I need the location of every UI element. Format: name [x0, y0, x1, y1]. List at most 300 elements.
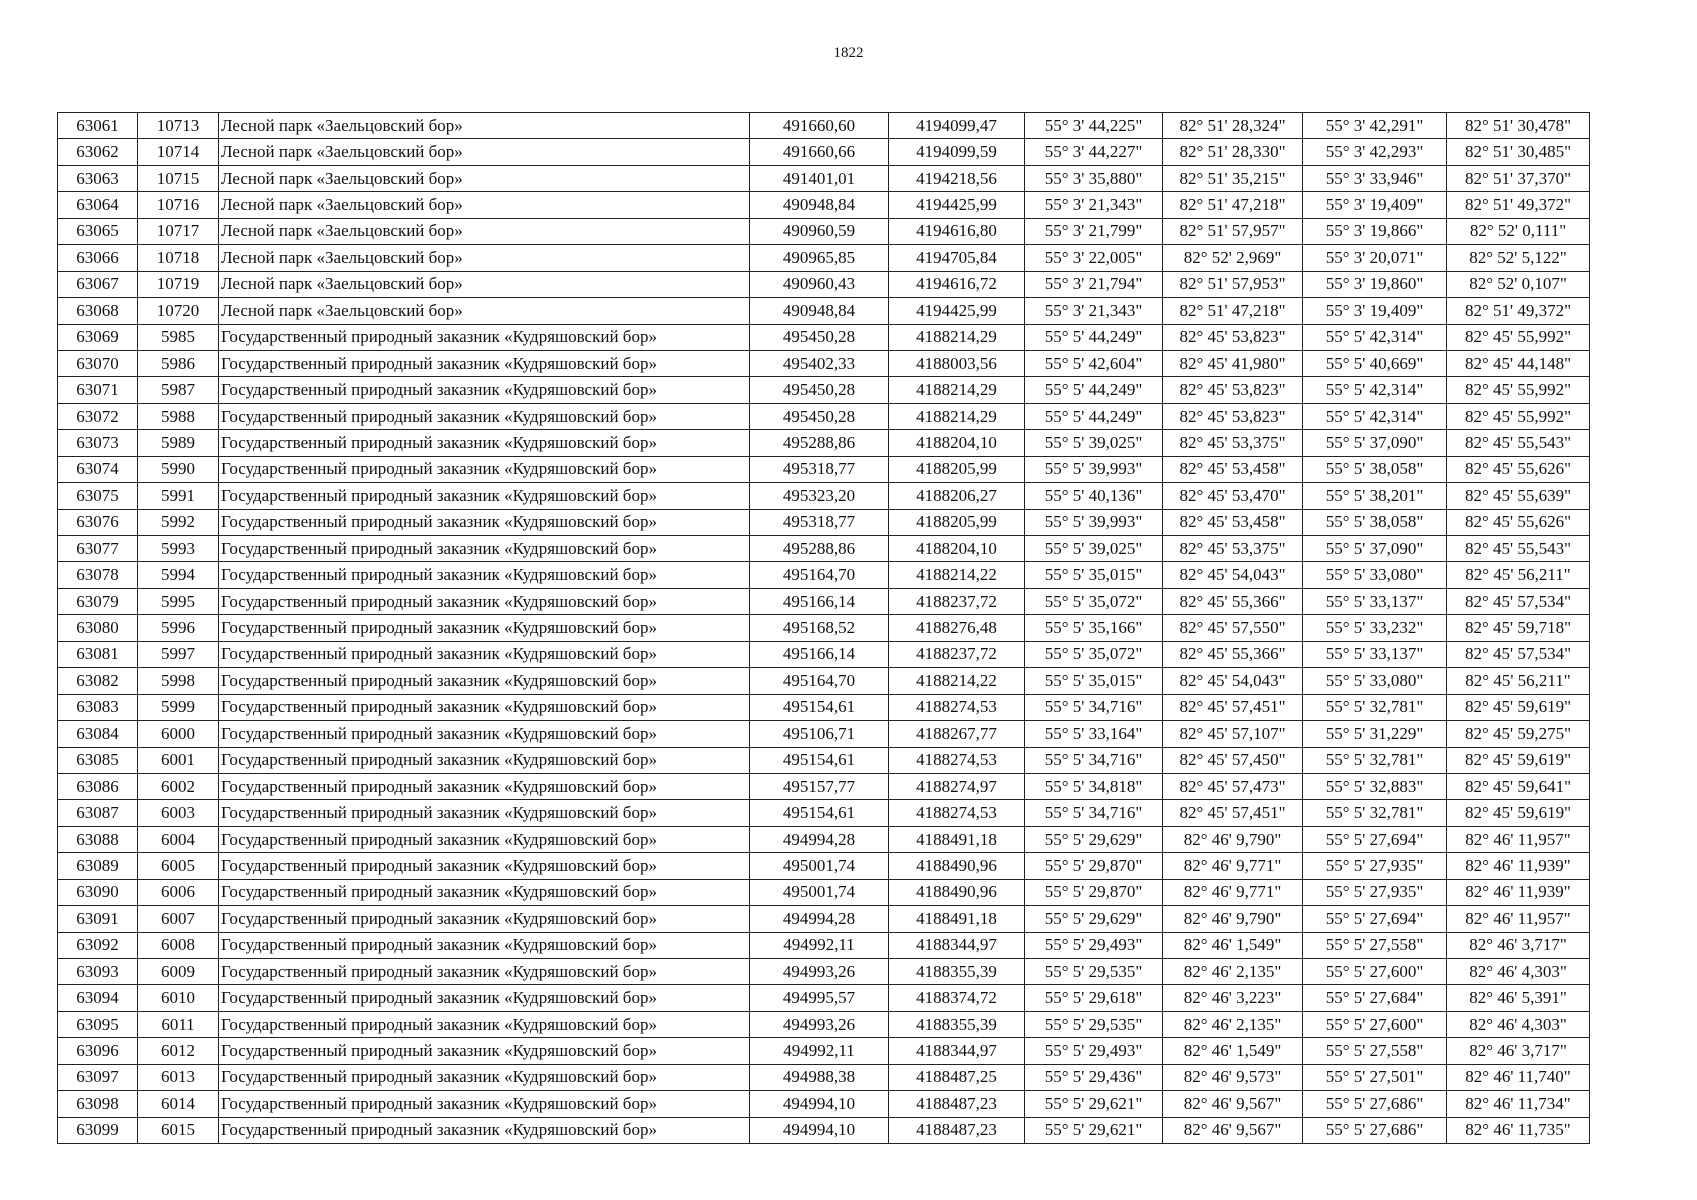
latitude-1-cell: 55° 5' 35,015": [1025, 668, 1163, 694]
object-name-cell: Государственный природный заказник «Кудряшовский бор»: [219, 377, 750, 403]
longitude-2-cell: 82° 45' 57,534": [1447, 641, 1590, 667]
latitude-1-cell: 55° 5' 44,249": [1025, 377, 1163, 403]
point-id-cell: 6003: [138, 800, 219, 826]
latitude-2-cell: 55° 5' 38,058": [1303, 509, 1447, 535]
object-name-cell: Государственный природный заказник «Кудряшовский бор»: [219, 985, 750, 1011]
longitude-1-cell: 82° 46' 9,771": [1163, 853, 1303, 879]
table-row: [58, 588, 1590, 614]
longitude-1-cell: 82° 46' 9,790": [1163, 906, 1303, 932]
longitude-2-cell: 82° 46' 11,735": [1447, 1117, 1590, 1143]
object-name-cell: Государственный природный заказник «Кудряшовский бор»: [219, 853, 750, 879]
longitude-1-cell: 82° 45' 57,451": [1163, 694, 1303, 720]
row-number-cell: 63089: [58, 853, 138, 879]
coord-y-cell: 4194099,59: [889, 139, 1025, 165]
point-id-cell: 10715: [138, 165, 219, 191]
object-name-cell: Государственный природный заказник «Кудряшовский бор»: [219, 800, 750, 826]
point-id-cell: 5994: [138, 562, 219, 588]
latitude-1-cell: 55° 5' 34,716": [1025, 747, 1163, 773]
coord-y-cell: 4188274,53: [889, 800, 1025, 826]
latitude-1-cell: 55° 5' 34,716": [1025, 800, 1163, 826]
longitude-1-cell: 82° 51' 35,215": [1163, 165, 1303, 191]
latitude-1-cell: 55° 5' 42,604": [1025, 350, 1163, 376]
row-number-cell: 63083: [58, 694, 138, 720]
longitude-2-cell: 82° 46' 4,303": [1447, 1011, 1590, 1037]
object-name-cell: Государственный природный заказник «Кудряшовский бор»: [219, 536, 750, 562]
latitude-2-cell: 55° 3' 42,293": [1303, 139, 1447, 165]
longitude-1-cell: 82° 45' 53,823": [1163, 403, 1303, 429]
table-row: [58, 800, 1590, 826]
coord-x-cell: 495288,86: [750, 536, 889, 562]
point-id-cell: 6011: [138, 1011, 219, 1037]
latitude-2-cell: 55° 5' 38,201": [1303, 483, 1447, 509]
row-number-cell: 63098: [58, 1091, 138, 1117]
longitude-2-cell: 82° 51' 30,478": [1447, 113, 1590, 139]
table-row: [58, 113, 1590, 139]
row-number-cell: 63062: [58, 139, 138, 165]
table-row: [58, 350, 1590, 376]
row-number-cell: 63077: [58, 536, 138, 562]
latitude-1-cell: 55° 5' 29,535": [1025, 1011, 1163, 1037]
latitude-1-cell: 55° 5' 29,436": [1025, 1064, 1163, 1090]
latitude-2-cell: 55° 5' 27,694": [1303, 906, 1447, 932]
latitude-1-cell: 55° 5' 35,072": [1025, 641, 1163, 667]
coord-y-cell: 4188487,25: [889, 1064, 1025, 1090]
object-name-cell: Государственный природный заказник «Кудряшовский бор»: [219, 615, 750, 641]
latitude-1-cell: 55° 3' 44,227": [1025, 139, 1163, 165]
latitude-2-cell: 55° 5' 32,781": [1303, 694, 1447, 720]
latitude-2-cell: 55° 5' 42,314": [1303, 324, 1447, 350]
coord-x-cell: 490948,84: [750, 192, 889, 218]
table-row: [58, 906, 1590, 932]
coord-x-cell: 495318,77: [750, 456, 889, 482]
object-name-cell: Государственный природный заказник «Кудряшовский бор»: [219, 668, 750, 694]
table-row: [58, 826, 1590, 852]
coord-x-cell: 495402,33: [750, 350, 889, 376]
longitude-1-cell: 82° 45' 57,450": [1163, 747, 1303, 773]
coord-x-cell: 495154,61: [750, 747, 889, 773]
point-id-cell: 5988: [138, 403, 219, 429]
coord-x-cell: 490965,85: [750, 245, 889, 271]
latitude-2-cell: 55° 5' 33,137": [1303, 641, 1447, 667]
table-row: [58, 668, 1590, 694]
latitude-1-cell: 55° 5' 40,136": [1025, 483, 1163, 509]
longitude-2-cell: 82° 52' 0,111": [1447, 218, 1590, 244]
coord-y-cell: 4188490,96: [889, 879, 1025, 905]
coord-x-cell: 490960,59: [750, 218, 889, 244]
point-id-cell: 10714: [138, 139, 219, 165]
latitude-1-cell: 55° 5' 35,166": [1025, 615, 1163, 641]
object-name-cell: Государственный природный заказник «Кудряшовский бор»: [219, 721, 750, 747]
latitude-1-cell: 55° 5' 34,716": [1025, 694, 1163, 720]
object-name-cell: Лесной парк «Заельцовский бор»: [219, 165, 750, 191]
latitude-1-cell: 55° 3' 21,799": [1025, 218, 1163, 244]
longitude-2-cell: 82° 51' 30,485": [1447, 139, 1590, 165]
coord-y-cell: 4188274,97: [889, 773, 1025, 799]
longitude-1-cell: 82° 45' 57,473": [1163, 773, 1303, 799]
coord-x-cell: 495318,77: [750, 509, 889, 535]
object-name-cell: Государственный природный заказник «Кудряшовский бор»: [219, 1011, 750, 1037]
point-id-cell: 10719: [138, 271, 219, 297]
table-row: [58, 377, 1590, 403]
longitude-2-cell: 82° 45' 44,148": [1447, 350, 1590, 376]
coord-y-cell: 4188274,53: [889, 747, 1025, 773]
object-name-cell: Государственный природный заказник «Кудряшовский бор»: [219, 588, 750, 614]
row-number-cell: 63068: [58, 298, 138, 324]
row-number-cell: 63069: [58, 324, 138, 350]
longitude-2-cell: 82° 45' 55,626": [1447, 456, 1590, 482]
longitude-1-cell: 82° 45' 57,550": [1163, 615, 1303, 641]
coord-x-cell: 495450,28: [750, 377, 889, 403]
longitude-1-cell: 82° 45' 53,375": [1163, 536, 1303, 562]
row-number-cell: 63063: [58, 165, 138, 191]
coord-y-cell: 4194705,84: [889, 245, 1025, 271]
latitude-2-cell: 55° 5' 27,935": [1303, 879, 1447, 905]
latitude-2-cell: 55° 3' 19,409": [1303, 298, 1447, 324]
table-row: [58, 615, 1590, 641]
latitude-1-cell: 55° 3' 44,225": [1025, 113, 1163, 139]
point-id-cell: 5989: [138, 430, 219, 456]
longitude-2-cell: 82° 51' 49,372": [1447, 298, 1590, 324]
latitude-2-cell: 55° 5' 33,080": [1303, 668, 1447, 694]
longitude-2-cell: 82° 46' 3,717": [1447, 932, 1590, 958]
latitude-1-cell: 55° 5' 39,025": [1025, 536, 1163, 562]
coord-x-cell: 495001,74: [750, 879, 889, 905]
coord-y-cell: 4188204,10: [889, 430, 1025, 456]
latitude-2-cell: 55° 5' 27,686": [1303, 1091, 1447, 1117]
coord-x-cell: 494994,28: [750, 826, 889, 852]
latitude-2-cell: 55° 5' 31,229": [1303, 721, 1447, 747]
coord-y-cell: 4188491,18: [889, 906, 1025, 932]
coord-x-cell: 494994,10: [750, 1117, 889, 1143]
coordinates-table: [57, 112, 1590, 1144]
object-name-cell: Государственный природный заказник «Кудряшовский бор»: [219, 562, 750, 588]
table-row: [58, 879, 1590, 905]
latitude-1-cell: 55° 5' 29,870": [1025, 853, 1163, 879]
row-number-cell: 63097: [58, 1064, 138, 1090]
coord-y-cell: 4194616,80: [889, 218, 1025, 244]
latitude-1-cell: 55° 5' 29,621": [1025, 1117, 1163, 1143]
latitude-1-cell: 55° 5' 39,025": [1025, 430, 1163, 456]
row-number-cell: 63092: [58, 932, 138, 958]
longitude-1-cell: 82° 46' 2,135": [1163, 959, 1303, 985]
longitude-1-cell: 82° 45' 54,043": [1163, 562, 1303, 588]
coord-y-cell: 4194616,72: [889, 271, 1025, 297]
coord-y-cell: 4188204,10: [889, 536, 1025, 562]
latitude-2-cell: 55° 5' 27,600": [1303, 959, 1447, 985]
object-name-cell: Лесной парк «Заельцовский бор»: [219, 298, 750, 324]
coord-y-cell: 4188237,72: [889, 641, 1025, 667]
point-id-cell: 6007: [138, 906, 219, 932]
coord-y-cell: 4188487,23: [889, 1117, 1025, 1143]
point-id-cell: 6005: [138, 853, 219, 879]
coord-y-cell: 4188274,53: [889, 694, 1025, 720]
row-number-cell: 63090: [58, 879, 138, 905]
longitude-2-cell: 82° 45' 55,543": [1447, 536, 1590, 562]
latitude-1-cell: 55° 5' 29,621": [1025, 1091, 1163, 1117]
coord-x-cell: 490960,43: [750, 271, 889, 297]
latitude-2-cell: 55° 5' 33,137": [1303, 588, 1447, 614]
object-name-cell: Государственный природный заказник «Кудряшовский бор»: [219, 456, 750, 482]
table-row: [58, 218, 1590, 244]
table-row: [58, 403, 1590, 429]
longitude-2-cell: 82° 45' 59,619": [1447, 747, 1590, 773]
coord-x-cell: 490948,84: [750, 298, 889, 324]
longitude-1-cell: 82° 45' 57,451": [1163, 800, 1303, 826]
latitude-1-cell: 55° 5' 35,072": [1025, 588, 1163, 614]
object-name-cell: Государственный природный заказник «Кудряшовский бор»: [219, 403, 750, 429]
point-id-cell: 5992: [138, 509, 219, 535]
coord-y-cell: 4188344,97: [889, 1038, 1025, 1064]
latitude-2-cell: 55° 5' 32,781": [1303, 747, 1447, 773]
row-number-cell: 63076: [58, 509, 138, 535]
object-name-cell: Государственный природный заказник «Кудряшовский бор»: [219, 879, 750, 905]
object-name-cell: Государственный природный заказник «Кудряшовский бор»: [219, 906, 750, 932]
longitude-2-cell: 82° 51' 37,370": [1447, 165, 1590, 191]
longitude-1-cell: 82° 46' 9,567": [1163, 1091, 1303, 1117]
point-id-cell: 6014: [138, 1091, 219, 1117]
row-number-cell: 63087: [58, 800, 138, 826]
coord-x-cell: 494993,26: [750, 1011, 889, 1037]
row-number-cell: 63073: [58, 430, 138, 456]
row-number-cell: 63066: [58, 245, 138, 271]
table-row: [58, 641, 1590, 667]
longitude-1-cell: 82° 46' 9,771": [1163, 879, 1303, 905]
latitude-2-cell: 55° 5' 37,090": [1303, 430, 1447, 456]
object-name-cell: Государственный природный заказник «Кудряшовский бор»: [219, 694, 750, 720]
object-name-cell: Государственный природный заказник «Кудряшовский бор»: [219, 430, 750, 456]
table-row: [58, 430, 1590, 456]
coord-y-cell: 4188214,29: [889, 377, 1025, 403]
table-row: [58, 271, 1590, 297]
row-number-cell: 63079: [58, 588, 138, 614]
object-name-cell: Государственный природный заказник «Кудряшовский бор»: [219, 747, 750, 773]
longitude-2-cell: 82° 45' 55,543": [1447, 430, 1590, 456]
coord-x-cell: 494992,11: [750, 932, 889, 958]
coord-y-cell: 4188237,72: [889, 588, 1025, 614]
table-row: [58, 536, 1590, 562]
row-number-cell: 63093: [58, 959, 138, 985]
latitude-1-cell: 55° 5' 33,164": [1025, 721, 1163, 747]
row-number-cell: 63088: [58, 826, 138, 852]
coord-x-cell: 494992,11: [750, 1038, 889, 1064]
point-id-cell: 5996: [138, 615, 219, 641]
point-id-cell: 5987: [138, 377, 219, 403]
table-row: [58, 192, 1590, 218]
coord-x-cell: 495106,71: [750, 721, 889, 747]
latitude-2-cell: 55° 5' 42,314": [1303, 377, 1447, 403]
point-id-cell: 10720: [138, 298, 219, 324]
page-number: 1822: [833, 45, 864, 61]
point-id-cell: 5997: [138, 641, 219, 667]
coord-y-cell: 4188491,18: [889, 826, 1025, 852]
point-id-cell: 6013: [138, 1064, 219, 1090]
coord-y-cell: 4188214,22: [889, 562, 1025, 588]
latitude-1-cell: 55° 3' 21,343": [1025, 298, 1163, 324]
coord-x-cell: 495288,86: [750, 430, 889, 456]
coord-y-cell: 4188355,39: [889, 959, 1025, 985]
table-row: [58, 773, 1590, 799]
table-body: [58, 113, 1590, 1144]
longitude-2-cell: 82° 45' 56,211": [1447, 668, 1590, 694]
longitude-2-cell: 82° 46' 11,957": [1447, 826, 1590, 852]
point-id-cell: 5991: [138, 483, 219, 509]
table-row: [58, 456, 1590, 482]
row-number-cell: 63071: [58, 377, 138, 403]
coord-x-cell: 495154,61: [750, 800, 889, 826]
coord-x-cell: 495001,74: [750, 853, 889, 879]
point-id-cell: 6012: [138, 1038, 219, 1064]
latitude-1-cell: 55° 5' 29,629": [1025, 826, 1163, 852]
row-number-cell: 63082: [58, 668, 138, 694]
row-number-cell: 63096: [58, 1038, 138, 1064]
object-name-cell: Лесной парк «Заельцовский бор»: [219, 139, 750, 165]
longitude-1-cell: 82° 52' 2,969": [1163, 245, 1303, 271]
table-row: [58, 139, 1590, 165]
point-id-cell: 5990: [138, 456, 219, 482]
object-name-cell: Государственный природный заказник «Кудряшовский бор»: [219, 959, 750, 985]
table-row: [58, 324, 1590, 350]
row-number-cell: 63095: [58, 1011, 138, 1037]
object-name-cell: Государственный природный заказник «Кудряшовский бор»: [219, 1038, 750, 1064]
latitude-2-cell: 55° 5' 33,080": [1303, 562, 1447, 588]
point-id-cell: 6001: [138, 747, 219, 773]
coord-x-cell: 491660,60: [750, 113, 889, 139]
latitude-2-cell: 55° 5' 27,935": [1303, 853, 1447, 879]
point-id-cell: 10717: [138, 218, 219, 244]
latitude-1-cell: 55° 3' 22,005": [1025, 245, 1163, 271]
object-name-cell: Государственный природный заказник «Кудряшовский бор»: [219, 483, 750, 509]
coord-y-cell: 4188214,29: [889, 403, 1025, 429]
object-name-cell: Государственный природный заказник «Кудряшовский бор»: [219, 350, 750, 376]
point-id-cell: 10718: [138, 245, 219, 271]
longitude-1-cell: 82° 45' 53,470": [1163, 483, 1303, 509]
coord-y-cell: 4188214,22: [889, 668, 1025, 694]
longitude-2-cell: 82° 45' 55,992": [1447, 377, 1590, 403]
latitude-2-cell: 55° 5' 27,558": [1303, 1038, 1447, 1064]
longitude-1-cell: 82° 45' 53,458": [1163, 456, 1303, 482]
longitude-2-cell: 82° 45' 59,619": [1447, 800, 1590, 826]
longitude-2-cell: 82° 45' 59,275": [1447, 721, 1590, 747]
point-id-cell: 6008: [138, 932, 219, 958]
object-name-cell: Государственный природный заказник «Кудряшовский бор»: [219, 324, 750, 350]
latitude-2-cell: 55° 5' 32,781": [1303, 800, 1447, 826]
coord-x-cell: 494993,26: [750, 959, 889, 985]
row-number-cell: 63084: [58, 721, 138, 747]
row-number-cell: 63081: [58, 641, 138, 667]
latitude-1-cell: 55° 5' 34,818": [1025, 773, 1163, 799]
coord-y-cell: 4194218,56: [889, 165, 1025, 191]
longitude-1-cell: 82° 51' 28,324": [1163, 113, 1303, 139]
coord-x-cell: 495323,20: [750, 483, 889, 509]
row-number-cell: 63065: [58, 218, 138, 244]
longitude-2-cell: 82° 45' 59,718": [1447, 615, 1590, 641]
object-name-cell: Лесной парк «Заельцовский бор»: [219, 245, 750, 271]
object-name-cell: Государственный природный заказник «Кудряшовский бор»: [219, 773, 750, 799]
longitude-1-cell: 82° 46' 9,567": [1163, 1117, 1303, 1143]
longitude-1-cell: 82° 45' 41,980": [1163, 350, 1303, 376]
latitude-2-cell: 55° 5' 27,501": [1303, 1064, 1447, 1090]
coord-x-cell: 494995,57: [750, 985, 889, 1011]
table-row: [58, 853, 1590, 879]
coord-x-cell: 491401,01: [750, 165, 889, 191]
object-name-cell: Лесной парк «Заельцовский бор»: [219, 218, 750, 244]
longitude-2-cell: 82° 52' 0,107": [1447, 271, 1590, 297]
latitude-2-cell: 55° 5' 37,090": [1303, 536, 1447, 562]
coord-y-cell: 4188490,96: [889, 853, 1025, 879]
table-row: [58, 1117, 1590, 1143]
row-number-cell: 63085: [58, 747, 138, 773]
point-id-cell: 10716: [138, 192, 219, 218]
coord-y-cell: 4194425,99: [889, 298, 1025, 324]
row-number-cell: 63074: [58, 456, 138, 482]
point-id-cell: 6000: [138, 721, 219, 747]
longitude-2-cell: 82° 46' 11,740": [1447, 1064, 1590, 1090]
table-row: [58, 165, 1590, 191]
longitude-2-cell: 82° 45' 55,992": [1447, 324, 1590, 350]
coord-y-cell: 4188205,99: [889, 509, 1025, 535]
longitude-1-cell: 82° 45' 55,366": [1163, 641, 1303, 667]
longitude-1-cell: 82° 45' 55,366": [1163, 588, 1303, 614]
point-id-cell: 6006: [138, 879, 219, 905]
latitude-1-cell: 55° 5' 29,629": [1025, 906, 1163, 932]
coord-x-cell: 494994,28: [750, 906, 889, 932]
latitude-2-cell: 55° 5' 27,684": [1303, 985, 1447, 1011]
coord-x-cell: 495166,14: [750, 588, 889, 614]
table-row: [58, 298, 1590, 324]
row-number-cell: 63061: [58, 113, 138, 139]
row-number-cell: 63064: [58, 192, 138, 218]
object-name-cell: Лесной парк «Заельцовский бор»: [219, 192, 750, 218]
longitude-1-cell: 82° 46' 1,549": [1163, 932, 1303, 958]
coord-x-cell: 495450,28: [750, 324, 889, 350]
longitude-1-cell: 82° 45' 54,043": [1163, 668, 1303, 694]
longitude-2-cell: 82° 46' 11,957": [1447, 906, 1590, 932]
point-id-cell: 6010: [138, 985, 219, 1011]
row-number-cell: 63072: [58, 403, 138, 429]
coord-y-cell: 4188487,23: [889, 1091, 1025, 1117]
coord-y-cell: 4188205,99: [889, 456, 1025, 482]
longitude-2-cell: 82° 45' 56,211": [1447, 562, 1590, 588]
coord-y-cell: 4188206,27: [889, 483, 1025, 509]
row-number-cell: 63086: [58, 773, 138, 799]
point-id-cell: 6009: [138, 959, 219, 985]
point-id-cell: 5985: [138, 324, 219, 350]
table-row: [58, 932, 1590, 958]
point-id-cell: 5998: [138, 668, 219, 694]
coord-x-cell: 495168,52: [750, 615, 889, 641]
latitude-2-cell: 55° 5' 38,058": [1303, 456, 1447, 482]
object-name-cell: Государственный природный заказник «Кудряшовский бор»: [219, 641, 750, 667]
latitude-2-cell: 55° 3' 20,071": [1303, 245, 1447, 271]
table-row: [58, 721, 1590, 747]
object-name-cell: Государственный природный заказник «Кудряшовский бор»: [219, 826, 750, 852]
row-number-cell: 63091: [58, 906, 138, 932]
latitude-2-cell: 55° 5' 40,669": [1303, 350, 1447, 376]
latitude-2-cell: 55° 3' 42,291": [1303, 113, 1447, 139]
longitude-1-cell: 82° 45' 53,823": [1163, 377, 1303, 403]
longitude-1-cell: 82° 46' 3,223": [1163, 985, 1303, 1011]
longitude-2-cell: 82° 45' 55,992": [1447, 403, 1590, 429]
longitude-2-cell: 82° 46' 11,939": [1447, 853, 1590, 879]
point-id-cell: 5993: [138, 536, 219, 562]
latitude-2-cell: 55° 3' 19,866": [1303, 218, 1447, 244]
point-id-cell: 10713: [138, 113, 219, 139]
coord-x-cell: 494988,38: [750, 1064, 889, 1090]
coord-y-cell: 4188267,77: [889, 721, 1025, 747]
object-name-cell: Государственный природный заказник «Кудряшовский бор»: [219, 1064, 750, 1090]
table-row: [58, 509, 1590, 535]
point-id-cell: 6002: [138, 773, 219, 799]
